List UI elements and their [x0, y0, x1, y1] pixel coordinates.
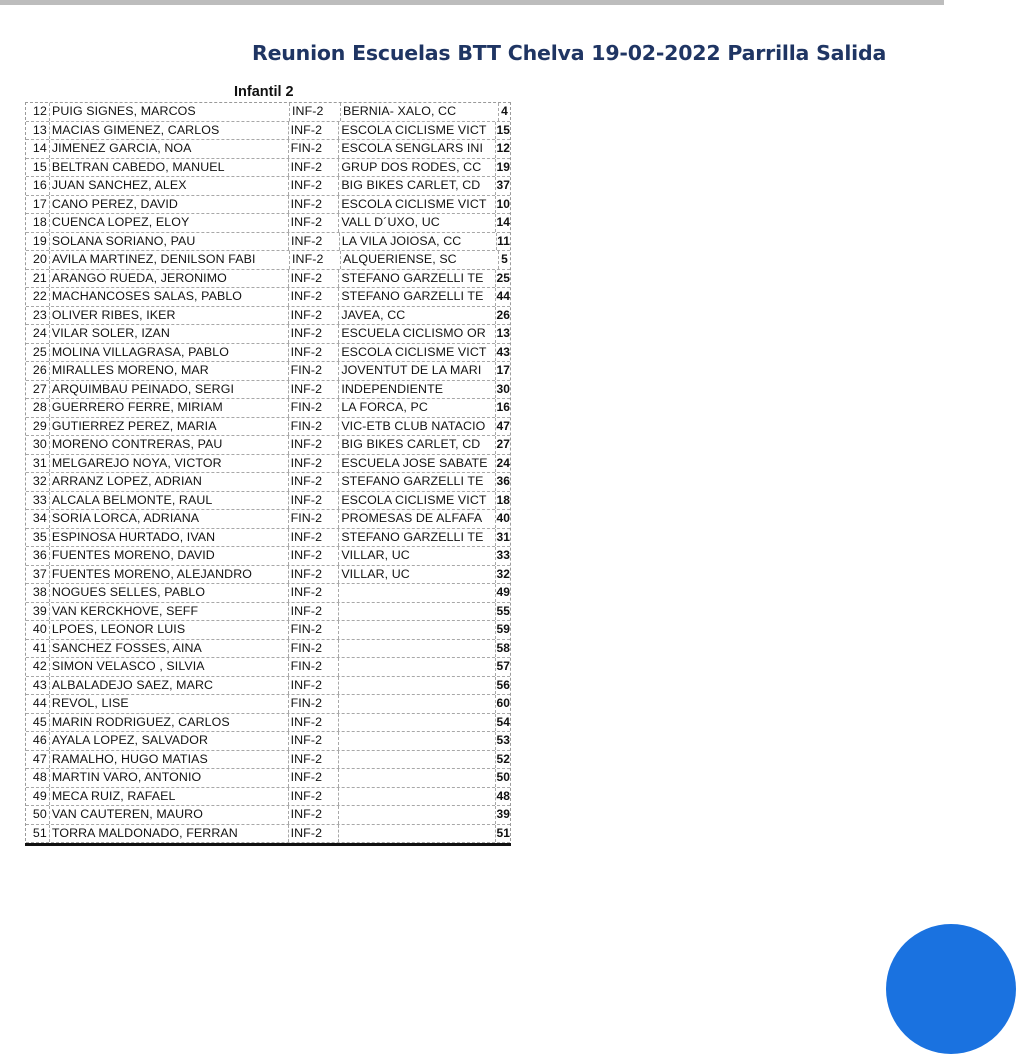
rider-name-cell: ARQUIMBAU PEINADO, SERGI — [50, 381, 289, 399]
position-cell: 29 — [26, 418, 50, 436]
table-row — [26, 547, 510, 566]
table-row — [26, 177, 510, 196]
rider-name-cell: PUIG SIGNES, MARCOS — [50, 103, 290, 121]
category-cell: FIN-2 — [289, 658, 340, 676]
club-cell: INDEPENDIENTE — [339, 381, 496, 399]
floating-action-button[interactable] — [886, 924, 1016, 1054]
position-cell: 33 — [26, 492, 50, 510]
category-cell: INF-2 — [289, 270, 340, 288]
category-cell: INF-2 — [289, 325, 340, 343]
category-cell: FIN-2 — [289, 418, 340, 436]
position-cell: 24 — [26, 325, 50, 343]
position-cell: 21 — [26, 270, 50, 288]
club-cell: VALL D´UXO, UC — [339, 214, 496, 232]
table-row — [26, 658, 510, 677]
club-cell — [339, 603, 496, 621]
dorsal-cell: 58 — [496, 640, 511, 655]
table-row — [26, 584, 510, 603]
position-cell: 48 — [26, 769, 50, 787]
table-row — [26, 732, 510, 751]
position-cell: 40 — [26, 621, 50, 639]
dorsal-cell: 33 — [496, 548, 511, 562]
rider-name-cell: CANO PEREZ, DAVID — [50, 196, 289, 214]
dorsal-cell: 50 — [496, 770, 511, 784]
category-cell: INF-2 — [289, 233, 340, 251]
category-cell: FIN-2 — [289, 399, 340, 417]
dorsal-cell: 19 — [496, 159, 511, 174]
position-cell: 31 — [26, 455, 50, 473]
rider-name-cell: MARIN RODRIGUEZ, CARLOS — [50, 714, 289, 732]
category-cell: INF-2 — [289, 344, 340, 362]
dorsal-cell: 48 — [496, 788, 511, 803]
position-cell: 42 — [26, 658, 50, 676]
dorsal-cell: 47 — [496, 418, 511, 433]
rider-name-cell: GUTIERREZ PEREZ, MARIA — [50, 418, 289, 436]
table-row — [26, 270, 510, 289]
rider-name-cell: ALCALA BELMONTE, RAUL — [50, 492, 289, 510]
table-row — [26, 159, 510, 178]
rider-name-cell: CUENCA LOPEZ, ELOY — [50, 214, 289, 232]
table-row — [26, 325, 510, 344]
table-row — [26, 695, 510, 714]
rider-name-cell: MOLINA VILLAGRASA, PABLO — [50, 344, 289, 362]
dorsal-cell: 59 — [496, 622, 511, 636]
club-cell: JAVEA, CC — [339, 307, 496, 325]
position-cell: 22 — [26, 288, 50, 306]
table-row — [26, 751, 510, 770]
dorsal-cell: 13 — [496, 326, 511, 340]
position-cell: 16 — [26, 177, 50, 195]
position-cell: 17 — [26, 196, 50, 214]
category-cell: INF-2 — [289, 714, 340, 732]
position-cell: 13 — [26, 122, 50, 140]
category-cell: FIN-2 — [289, 510, 340, 528]
table-body — [26, 103, 510, 843]
table-row — [26, 455, 510, 474]
category-cell: INF-2 — [290, 251, 341, 269]
table-row — [26, 529, 510, 548]
position-cell: 32 — [26, 473, 50, 491]
club-cell — [339, 714, 496, 732]
table-row — [26, 510, 510, 529]
dorsal-cell: 53 — [496, 733, 511, 747]
rider-name-cell: SIMON VELASCO , SILVIA — [50, 658, 289, 676]
category-cell: INF-2 — [289, 381, 340, 399]
table-row — [26, 140, 510, 159]
rider-name-cell: FUENTES MORENO, ALEJANDRO — [50, 566, 289, 584]
club-cell: STEFANO GARZELLI TE — [339, 529, 496, 547]
club-cell — [339, 806, 496, 824]
rider-name-cell: VILAR SOLER, IZAN — [50, 325, 289, 343]
position-cell: 28 — [26, 399, 50, 417]
category-cell: FIN-2 — [289, 140, 340, 158]
club-cell: VIC-ETB CLUB NATACIO — [339, 418, 496, 436]
category-cell: INF-2 — [289, 177, 340, 195]
dorsal-cell: 37 — [496, 178, 511, 192]
category-cell: INF-2 — [289, 751, 340, 769]
club-cell: STEFANO GARZELLI TE — [339, 270, 496, 288]
category-cell: FIN-2 — [289, 640, 340, 658]
club-cell — [339, 751, 496, 769]
dorsal-cell: 24 — [496, 455, 511, 470]
category-cell: FIN-2 — [289, 695, 340, 713]
dorsal-cell: 36 — [496, 474, 511, 488]
table-row — [26, 418, 510, 437]
club-cell — [339, 658, 496, 676]
dorsal-cell: 56 — [496, 677, 511, 692]
table-row — [26, 603, 510, 622]
dorsal-cell: 10 — [496, 196, 511, 211]
rider-name-cell: ESPINOSA HURTADO, IVAN — [50, 529, 289, 547]
rider-name-cell: SANCHEZ FOSSES, AINA — [50, 640, 289, 658]
position-cell: 27 — [26, 381, 50, 399]
category-cell: INF-2 — [289, 214, 340, 232]
table-row — [26, 640, 510, 659]
table-row — [26, 566, 510, 585]
club-cell: BIG BIKES CARLET, CD — [339, 436, 496, 454]
dorsal-cell: 30 — [496, 381, 511, 396]
club-cell — [339, 677, 496, 695]
table-row — [26, 233, 510, 252]
table-row — [26, 251, 510, 270]
dorsal-cell: 39 — [496, 807, 511, 821]
table-row — [26, 806, 510, 825]
position-cell: 41 — [26, 640, 50, 658]
rider-name-cell: SOLANA SORIANO, PAU — [50, 233, 289, 251]
rider-name-cell: ARANGO RUEDA, JERONIMO — [50, 270, 289, 288]
table-row — [26, 769, 510, 788]
table-row — [26, 714, 510, 733]
rider-name-cell: FUENTES MORENO, DAVID — [50, 547, 289, 565]
rider-name-cell: MACHANCOSES SALAS, PABLO — [50, 288, 289, 306]
club-cell: BERNIA- XALO, CC — [341, 103, 499, 121]
table-row — [26, 381, 510, 400]
position-cell: 14 — [26, 140, 50, 158]
rider-name-cell: OLIVER RIBES, IKER — [50, 307, 289, 325]
rider-name-cell: AYALA LOPEZ, SALVADOR — [50, 732, 289, 750]
table-row — [26, 288, 510, 307]
table-row — [26, 307, 510, 326]
table-row — [26, 196, 510, 215]
table-row — [26, 436, 510, 455]
dorsal-cell: 11 — [497, 233, 510, 248]
position-cell: 25 — [26, 344, 50, 362]
rider-name-cell: MECA RUIZ, RAFAEL — [50, 788, 289, 806]
rider-name-cell: VAN KERCKHOVE, SEFF — [50, 603, 289, 621]
position-cell: 20 — [26, 251, 50, 269]
club-cell: PROMESAS DE ALFAFA — [339, 510, 496, 528]
rider-name-cell: JUAN SANCHEZ, ALEX — [50, 177, 289, 195]
category-heading: Infantil 2 — [234, 84, 294, 100]
club-cell: GRUP DOS RODES, CC — [339, 159, 496, 177]
position-cell: 45 — [26, 714, 50, 732]
rider-name-cell: AVILA MARTINEZ, DENILSON FABI — [50, 251, 290, 269]
category-cell: INF-2 — [289, 529, 340, 547]
table-row — [26, 344, 510, 363]
dorsal-cell: 57 — [496, 659, 511, 673]
table-row — [26, 473, 510, 492]
dorsal-cell: 43 — [496, 344, 511, 359]
category-cell: INF-2 — [289, 547, 340, 565]
dorsal-cell: 15 — [496, 122, 511, 137]
position-cell: 35 — [26, 529, 50, 547]
table-row — [26, 122, 510, 141]
table-row — [26, 677, 510, 696]
club-cell: ESCOLA CICLISME VICT — [339, 492, 496, 510]
category-cell: INF-2 — [289, 492, 340, 510]
category-cell: INF-2 — [289, 473, 340, 491]
club-cell — [339, 695, 496, 713]
position-cell: 34 — [26, 510, 50, 528]
table-row — [26, 399, 510, 418]
category-cell: INF-2 — [289, 584, 340, 602]
category-cell: INF-2 — [289, 677, 340, 695]
rider-name-cell: SORIA LORCA, ADRIANA — [50, 510, 289, 528]
position-cell: 12 — [26, 103, 50, 121]
category-cell: INF-2 — [289, 788, 340, 806]
rider-name-cell: MIRALLES MORENO, MAR — [50, 362, 289, 380]
dorsal-cell: 25 — [496, 270, 511, 285]
club-cell — [339, 769, 496, 787]
dorsal-cell: 31 — [496, 529, 511, 544]
category-cell: INF-2 — [289, 436, 340, 454]
rider-name-cell: MACIAS GIMENEZ, CARLOS — [50, 122, 289, 140]
dorsal-cell: 54 — [496, 714, 511, 729]
club-cell — [339, 732, 496, 750]
dorsal-cell: 27 — [496, 437, 511, 451]
position-cell: 15 — [26, 159, 50, 177]
top-rule — [0, 0, 944, 5]
dorsal-cell: 12 — [496, 141, 511, 155]
dorsal-cell: 26 — [496, 307, 511, 322]
rider-name-cell: ARRANZ LOPEZ, ADRIAN — [50, 473, 289, 491]
dorsal-cell: 51 — [496, 825, 511, 840]
club-cell — [339, 825, 496, 843]
position-cell: 49 — [26, 788, 50, 806]
club-cell: VILLAR, UC — [339, 547, 496, 565]
dorsal-cell: 60 — [496, 696, 511, 710]
table-row — [26, 825, 510, 844]
dorsal-cell: 32 — [496, 566, 511, 581]
category-cell: INF-2 — [289, 307, 340, 325]
position-cell: 50 — [26, 806, 50, 824]
rider-name-cell: LPOES, LEONOR LUIS — [50, 621, 289, 639]
page-title: Reunion Escuelas BTT Chelva 19-02-2022 Parrilla Salida — [252, 41, 887, 65]
category-cell: INF-2 — [289, 769, 340, 787]
dorsal-cell: 40 — [496, 511, 511, 525]
club-cell: LA VILA JOIOSA, CC — [340, 233, 497, 251]
rider-name-cell: REVOL, LISE — [50, 695, 289, 713]
category-cell: INF-2 — [289, 603, 340, 621]
club-cell: JOVENTUT DE LA MARI — [339, 362, 496, 380]
category-cell: INF-2 — [289, 806, 340, 824]
table-row — [26, 788, 510, 807]
category-cell: INF-2 — [289, 455, 340, 473]
table-row — [26, 492, 510, 511]
category-cell: INF-2 — [289, 159, 340, 177]
rider-name-cell: GUERRERO FERRE, MIRIAM — [50, 399, 289, 417]
position-cell: 18 — [26, 214, 50, 232]
start-grid-table — [25, 102, 511, 846]
dorsal-cell: 52 — [496, 751, 511, 766]
club-cell: BIG BIKES CARLET, CD — [339, 177, 496, 195]
dorsal-cell: 4 — [501, 104, 508, 118]
position-cell: 26 — [26, 362, 50, 380]
category-cell: INF-2 — [289, 288, 340, 306]
club-cell — [339, 640, 496, 658]
category-cell: FIN-2 — [289, 362, 340, 380]
club-cell: LA FORCA, PC — [339, 399, 496, 417]
table-row — [26, 214, 510, 233]
rider-name-cell: MORENO CONTRERAS, PAU — [50, 436, 289, 454]
category-cell: INF-2 — [289, 825, 340, 843]
rider-name-cell: ALBALADEJO SAEZ, MARC — [50, 677, 289, 695]
dorsal-cell: 44 — [496, 289, 511, 303]
position-cell: 43 — [26, 677, 50, 695]
position-cell: 46 — [26, 732, 50, 750]
club-cell: ALQUERIENSE, SC — [341, 251, 499, 269]
rider-name-cell: BELTRAN CABEDO, MANUEL — [50, 159, 289, 177]
category-cell: FIN-2 — [289, 621, 340, 639]
dorsal-cell: 14 — [496, 215, 511, 229]
club-cell: ESCOLA CICLISME VICT — [339, 196, 496, 214]
category-cell: INF-2 — [289, 196, 340, 214]
position-cell: 38 — [26, 584, 50, 602]
table-row — [26, 103, 510, 122]
category-cell: INF-2 — [289, 732, 340, 750]
club-cell: ESCOLA SENGLARS INI — [339, 140, 496, 158]
rider-name-cell: TORRA MALDONADO, FERRAN — [50, 825, 289, 843]
position-cell: 23 — [26, 307, 50, 325]
table-bottom-rule — [25, 843, 511, 846]
category-cell: INF-2 — [290, 103, 341, 121]
dorsal-cell: 49 — [496, 585, 511, 599]
dorsal-cell: 17 — [496, 363, 511, 377]
position-cell: 30 — [26, 436, 50, 454]
club-cell: ESCUELA CICLISMO OR — [339, 325, 496, 343]
rider-name-cell: NOGUES SELLES, PABLO — [50, 584, 289, 602]
position-cell: 39 — [26, 603, 50, 621]
position-cell: 37 — [26, 566, 50, 584]
club-cell: STEFANO GARZELLI TE — [339, 473, 496, 491]
category-cell: INF-2 — [289, 122, 340, 140]
club-cell — [339, 621, 496, 639]
club-cell: STEFANO GARZELLI TE — [339, 288, 496, 306]
dorsal-cell: 16 — [496, 400, 511, 414]
club-cell — [339, 584, 496, 602]
position-cell: 47 — [26, 751, 50, 769]
rider-name-cell: MARTIN VARO, ANTONIO — [50, 769, 289, 787]
dorsal-cell: 5 — [501, 252, 508, 266]
rider-name-cell: VAN CAUTEREN, MAURO — [50, 806, 289, 824]
category-cell: INF-2 — [289, 566, 340, 584]
club-cell: ESCOLA CICLISME VICT — [339, 344, 496, 362]
club-cell — [339, 788, 496, 806]
rider-name-cell: JIMENEZ GARCIA, NOA — [50, 140, 289, 158]
position-cell: 51 — [26, 825, 50, 843]
club-cell: ESCOLA CICLISME VICT — [339, 122, 496, 140]
rider-name-cell: MELGAREJO NOYA, VICTOR — [50, 455, 289, 473]
table-row — [26, 362, 510, 381]
dorsal-cell: 55 — [496, 603, 511, 618]
position-cell: 44 — [26, 695, 50, 713]
dorsal-cell: 18 — [496, 492, 511, 507]
rider-name-cell: RAMALHO, HUGO MATIAS — [50, 751, 289, 769]
club-cell: ESCUELA JOSE SABATE — [339, 455, 496, 473]
table-row — [26, 621, 510, 640]
position-cell: 36 — [26, 547, 50, 565]
club-cell: VILLAR, UC — [339, 566, 496, 584]
position-cell: 19 — [26, 233, 50, 251]
